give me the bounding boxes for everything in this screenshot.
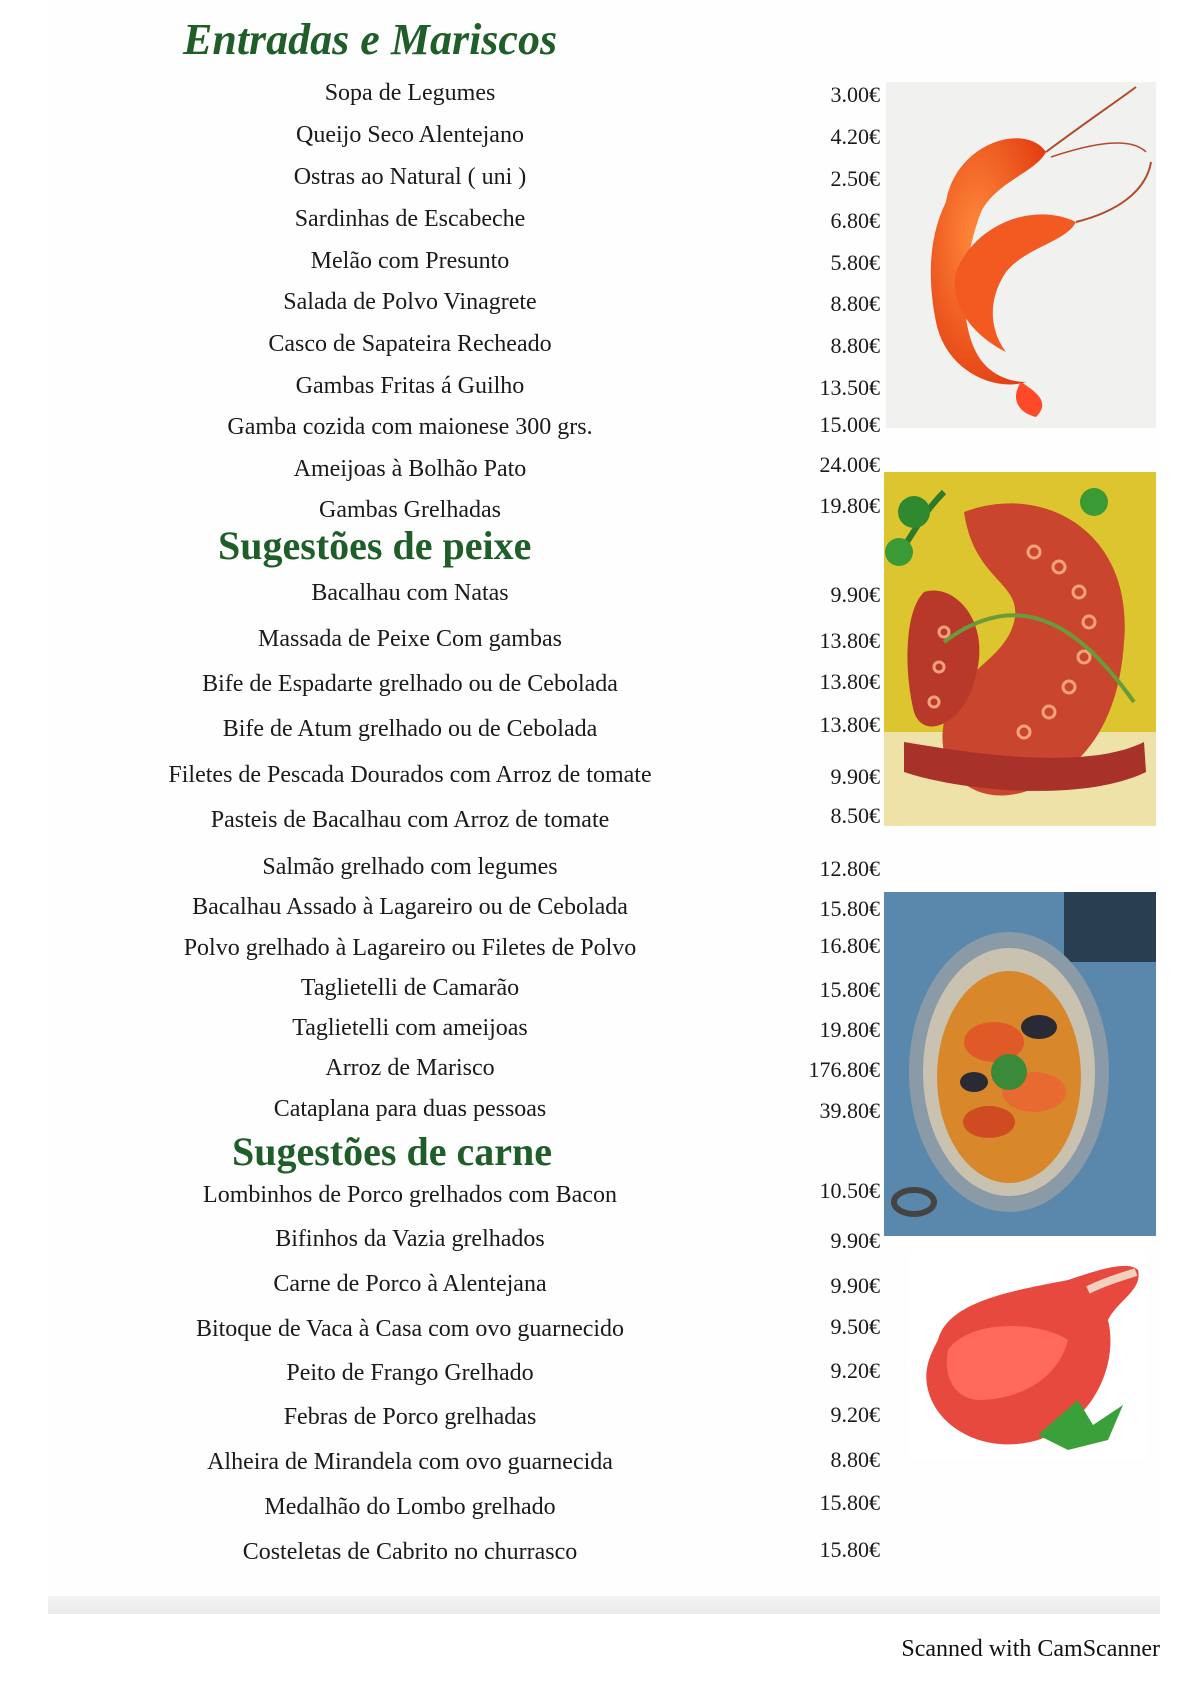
menu-item-price: 13.80€ <box>819 669 880 694</box>
menu-item-price: 15.80€ <box>819 896 880 921</box>
menu-item-price: 13.80€ <box>819 628 880 653</box>
menu-item-name: Taglietelli com ameijoas <box>292 1015 528 1041</box>
menu-item-price: 9.20€ <box>830 1402 880 1427</box>
page-edge-shadow <box>48 1596 1160 1614</box>
menu-item-row <box>120 1009 880 1049</box>
menu-item-name: Polvo grelhado à Lagareiro ou Filetes de Polvo <box>183 935 637 961</box>
menu-item-name: Salmão grelhado com legumes <box>262 854 558 880</box>
menu-item-row <box>120 620 880 660</box>
menu-item-name: Bife de Atum grelhado ou de Cebolada <box>222 716 598 742</box>
menu-item-price: 2.50€ <box>830 166 880 191</box>
menu-item-row <box>120 408 880 448</box>
menu-item-row <box>120 242 880 282</box>
menu-item-price: 13.50€ <box>819 375 880 400</box>
menu-item-row <box>120 929 880 969</box>
menu-item-name: Casco de Sapateira Recheado <box>268 331 552 357</box>
menu-item-price: 15.80€ <box>819 977 880 1002</box>
menu-item-row <box>120 574 880 614</box>
menu-item-row <box>120 1220 880 1260</box>
menu-item-row <box>120 200 880 240</box>
menu-item-row <box>120 491 880 531</box>
menu-item-row <box>120 1533 880 1573</box>
menu-item-name: Febras de Porco grelhadas <box>283 1404 537 1430</box>
menu-item-row <box>120 1310 880 1350</box>
menu-item-row <box>120 1354 880 1394</box>
menu-item-price: 9.90€ <box>830 1228 880 1253</box>
menu-item-name: Bifinhos da Vazia grelhados <box>275 1226 545 1252</box>
section-title-carne: Sugestões de carne <box>232 1129 552 1174</box>
menu-item-price: 8.80€ <box>830 333 880 358</box>
menu-item-row <box>120 1049 880 1089</box>
menu-item-price: 9.50€ <box>830 1314 880 1339</box>
menu-item-name: Bitoque de Vaca à Casa com ovo guarnecido <box>195 1316 625 1342</box>
menu-item-name: Bacalhau com Natas <box>311 580 509 606</box>
menu-item-row <box>120 969 880 1009</box>
menu-item-row <box>120 1488 880 1528</box>
menu-item-name: Pasteis de Bacalhau com Arroz de tomate <box>210 807 610 833</box>
menu-item-price: 19.80€ <box>819 1017 880 1042</box>
menu-item-row <box>120 848 880 888</box>
menu-item-name: Lombinhos de Porco grelhados com Bacon <box>203 1182 617 1208</box>
section-title-entradas: Entradas e Mariscos <box>183 15 558 64</box>
menu-item-row <box>120 888 880 928</box>
octopus-photo <box>884 472 1156 826</box>
steak-photo <box>908 1250 1148 1460</box>
menu-item-name: Salada de Polvo Vinagrete <box>283 289 537 315</box>
menu-item-price: 39.80€ <box>819 1098 880 1123</box>
menu-item-name: Gambas Fritas á Guilho <box>295 373 525 399</box>
menu-item-name: Gambas Grelhadas <box>319 497 501 523</box>
section-title-peixe: Sugestões de peixe <box>218 523 532 568</box>
menu-item-row <box>120 325 880 365</box>
menu-item-price: 8.80€ <box>830 1447 880 1472</box>
menu-item-price: 6.80€ <box>830 208 880 233</box>
menu-item-row <box>120 665 880 705</box>
menu-item-price: 8.80€ <box>830 291 880 316</box>
menu-item-row <box>120 756 880 796</box>
menu-item-name: Ameijoas à Bolhão Pato <box>293 456 527 482</box>
menu-item-price: 5.80€ <box>830 250 880 275</box>
menu-item-price: 8.50€ <box>830 803 880 828</box>
menu-item-name: Carne de Porco à Alentejana <box>273 1271 547 1297</box>
menu-item-name: Alheira de Mirandela com ovo guarnecida <box>207 1449 613 1475</box>
menu-item-price: 24.00€ <box>819 452 880 477</box>
menu-item-row <box>120 158 880 198</box>
menu-item-name: Ostras ao Natural ( uni ) <box>293 164 527 190</box>
menu-item-row <box>120 1443 880 1483</box>
menu-item-price: 3.00€ <box>830 82 880 107</box>
menu-item-name: Sardinhas de Escabeche <box>294 206 526 232</box>
menu-item-name: Peito de Frango Grelhado <box>286 1360 534 1386</box>
menu-item-row <box>120 1265 880 1305</box>
menu-item-price: 9.90€ <box>830 582 880 607</box>
menu-item-row <box>120 801 880 841</box>
menu-item-price: 12.80€ <box>819 856 880 881</box>
menu-item-row <box>120 1090 880 1130</box>
menu-item-name: Bife de Espadarte grelhado ou de Cebolada <box>202 671 618 697</box>
menu-item-name: Massada de Peixe Com gambas <box>258 626 562 652</box>
menu-item-price: 15.80€ <box>819 1490 880 1515</box>
menu-item-name: Arroz de Marisco <box>325 1055 495 1081</box>
menu-item-name: Cataplana para duas pessoas <box>273 1096 547 1122</box>
menu-item-row <box>120 1176 880 1216</box>
menu-item-name: Queijo Seco Alentejano <box>296 122 524 148</box>
menu-item-row <box>120 450 880 490</box>
menu-item-price: 9.20€ <box>830 1358 880 1383</box>
menu-item-row <box>120 1398 880 1438</box>
menu-item-row <box>120 283 880 323</box>
menu-item-price: 15.80€ <box>819 1537 880 1562</box>
menu-item-price: 13.80€ <box>819 712 880 737</box>
menu-item-price: 16.80€ <box>819 933 880 958</box>
menu-item-name: Filetes de Pescada Dourados com Arroz de tomate <box>168 762 652 788</box>
menu-item-name: Medalhão do Lombo grelhado <box>264 1494 556 1520</box>
scanner-watermark: Scanned with CamScanner <box>901 1636 1160 1662</box>
menu-item-name: Gamba cozida com maionese 300 grs. <box>227 414 593 440</box>
menu-item-row <box>120 710 880 750</box>
menu-item-price: 9.90€ <box>830 764 880 789</box>
menu-item-price: 9.90€ <box>830 1273 880 1298</box>
menu-item-row <box>120 74 880 114</box>
menu-item-price: 176.80€ <box>808 1057 880 1082</box>
menu-item-price: 19.80€ <box>819 493 880 518</box>
menu-item-price: 15.00€ <box>819 412 880 437</box>
menu-item-name: Bacalhau Assado à Lagareiro ou de Cebolada <box>192 894 628 920</box>
menu-item-name: Costeletas de Cabrito no churrasco <box>242 1539 578 1565</box>
menu-item-name: Melão com Presunto <box>310 248 510 274</box>
menu-item-price: 4.20€ <box>830 124 880 149</box>
menu-item-row <box>120 367 880 407</box>
menu-item-price: 10.50€ <box>819 1178 880 1203</box>
shrimp-photo <box>886 82 1156 428</box>
paella-photo <box>884 892 1156 1236</box>
menu-item-name: Sopa de Legumes <box>324 80 496 106</box>
menu-item-row <box>120 116 880 156</box>
menu-item-name: Taglietelli de Camarão <box>300 975 520 1001</box>
